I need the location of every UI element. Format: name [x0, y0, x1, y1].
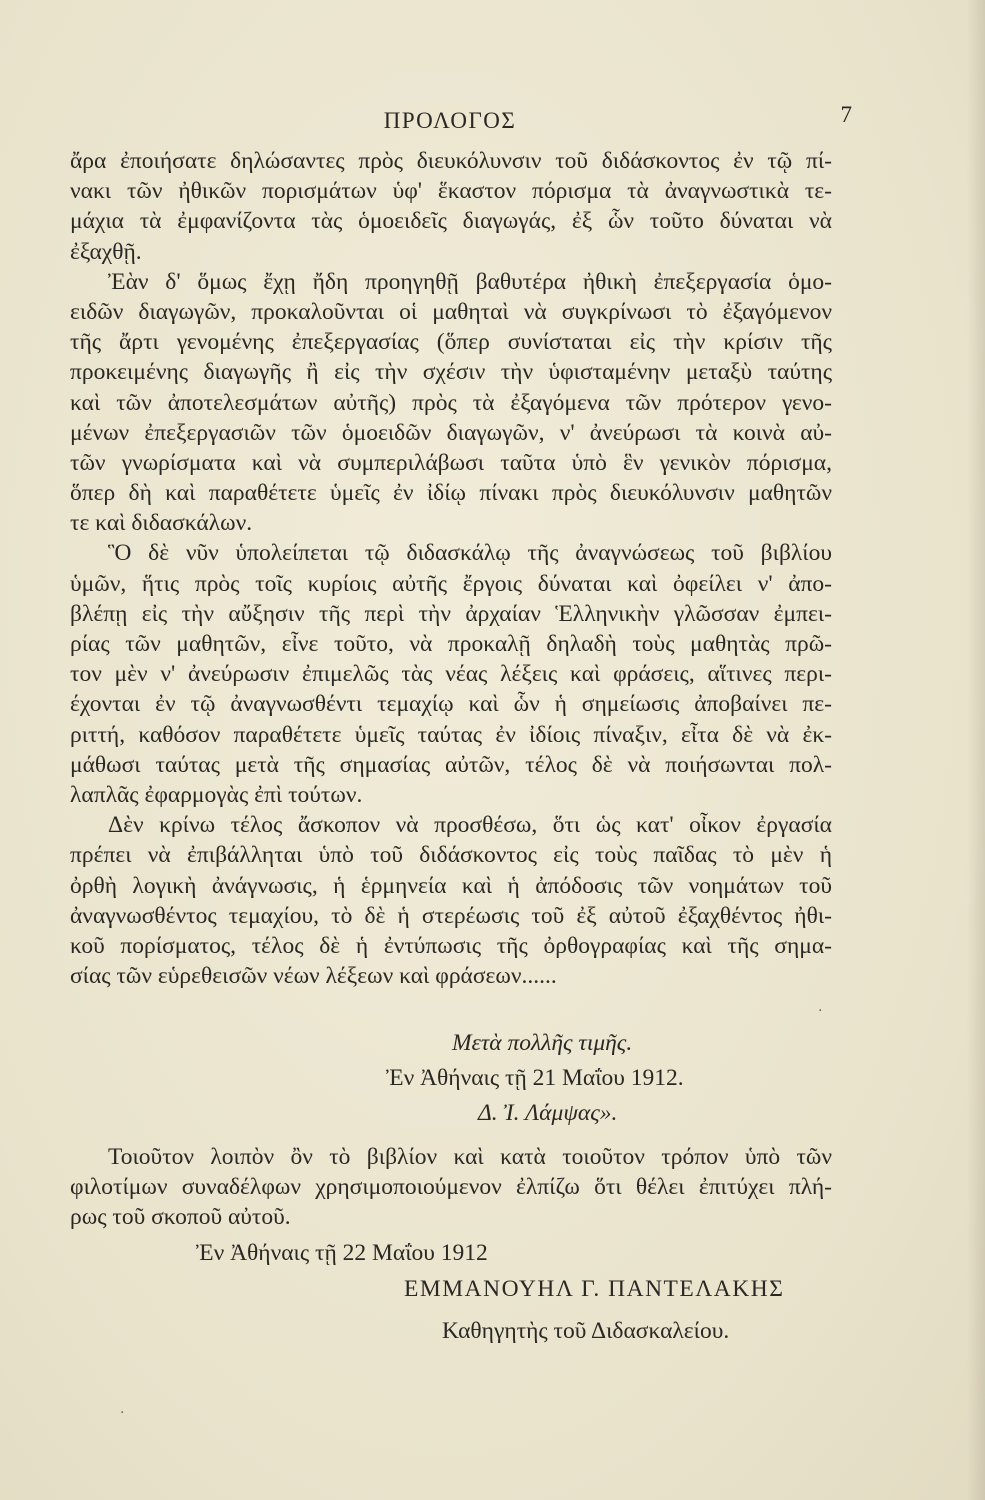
signoff-date: Ἐν Ἀθήναις τῇ 21 Μαΐου 1912. [386, 1065, 684, 1091]
text-line: μάχια τὰ ἐμφανίζοντα τὰς ὁμοειδεῖς διαγωγάς, ἐξ ὧν τοῦτο δύναται νὰ [70, 208, 832, 235]
margin-speck: · [120, 1405, 125, 1421]
text-line: ἄρα ἐποιήσατε δηλώσαντες πρὸς διευκόλυνσιν τοῦ διδάσκοντος ἐν τῷ πί- [70, 148, 832, 174]
text-line: ἀναγνωσθέντος τεμαχίου, τὸ δὲ ἡ στερέωσις τοῦ ἐξ αὐτοῦ ἐξαχθέντος ἠθι- [70, 902, 832, 929]
closing-paragraph [70, 1142, 832, 1233]
author-name: ΕΜΜΑΝΟΥΗΛ Γ. ΠΑΝΤΕΛΑΚΗΣ [404, 1276, 785, 1302]
text-line: σίας τῶν εὑρεθεισῶν νέων λέξεων καὶ φράσεων...... [70, 963, 557, 990]
page-number: 7 [840, 102, 852, 127]
text-line: νακι τῶν ἠθικῶν πορισμάτων ὑφ' ἕκαστον πόρισμα τὰ ἀναγνωστικὰ τε- [70, 178, 832, 205]
page-header [70, 102, 852, 142]
margin-speck: · [818, 1003, 823, 1019]
text-line: λαπλᾶς ἐφαρμογὰς ἐπὶ τούτων. [70, 781, 363, 808]
paragraph-start-line: Ἐὰν δ' ὅμως ἔχῃ ἤδη προηγηθῇ βαθυτέρα ἠθικὴ ἐπεξεργασία ὁμο- [108, 268, 832, 295]
text-line: ρως τοῦ σκοποῦ αὐτοῦ. [70, 1204, 291, 1231]
paragraph-start-line: Τοιοῦτον λοιπὸν ὂν τὸ βιβλίον καὶ κατὰ τοιοῦτον τρόπον ὑπὸ τῶν [108, 1144, 832, 1170]
author-date: Ἐν Ἀθήναις τῇ 22 Μαΐου 1912 [196, 1240, 488, 1266]
text-line: κοῦ πορίσματος, τέλος δὲ ἡ ἐντύπωσις τῆς ὀρθογραφίας καὶ τῆς σημα- [70, 932, 832, 959]
text-line: ειδῶν διαγωγῶν, προκαλοῦνται οἱ μαθηταὶ νὰ συγκρίνωσι τὸ ἐξαγόμενον [70, 298, 832, 325]
text-line: τῶν γνωρίσματα καὶ νὰ συμπεριλάβωσι ταῦτα ὑπὸ ἓν γενικὸν πόρισμα, [70, 449, 832, 476]
signoff-greeting: Μετὰ πολλῆς τιμῆς. [452, 1030, 633, 1056]
author-title: Καθηγητὴς τοῦ Διδασκαλείου. [442, 1318, 730, 1344]
paragraph-start-line: Δὲν κρίνω τέλος ἄσκοπον νὰ προσθέσω, ὅτι ὡς κατ' οἶκον ἐργασία [108, 812, 832, 839]
text-line: ἐξαχθῇ. [70, 238, 142, 265]
body-text [70, 146, 832, 991]
text-line: πρέπει νὰ ἐπιβάλληται ὑπὸ τοῦ διδάσκοντος εἰς τοὺς παῖδας τὸ μὲν ἡ [70, 842, 832, 869]
text-line: μάθωσι ταύτας μετὰ τῆς σημασίας αὐτῶν, τέλος δὲ νὰ ποιήσωνται πολ- [70, 751, 832, 778]
page-edge-shadow [967, 0, 985, 1500]
text-line: βλέπῃ εἰς τὴν αὔξησιν τῆς περὶ τὴν ἀρχαίαν Ἑλληνικὴν γλῶσσαν ἐμπει- [70, 600, 832, 627]
text-line: μένων ἐπεξεργασιῶν τῶν ὁμοειδῶν διαγωγῶν, ν' ἀνεύρωσι τὰ κοινὰ αὐ- [70, 419, 832, 446]
text-line: ρίας τῶν μαθητῶν, εἶνε τοῦτο, νὰ προκαλῇ δηλαδὴ τοὺς μαθητὰς πρῶ- [70, 631, 832, 657]
text-line: ὅπερ δὴ καὶ παραθέτετε ὑμεῖς ἐν ἰδίῳ πίνακι πρὸς διευκόλυνσιν μαθητῶν [70, 480, 832, 507]
text-line: προκειμένης διαγωγῆς ἢ εἰς τὴν σχέσιν τὴν ὑφισταμένην μεταξὺ ταύτης [70, 359, 832, 386]
text-line: τε καὶ διδασκάλων. [70, 510, 253, 537]
text-line: ὀρθὴ λογικὴ ἀνάγνωσις, ἡ ἑρμηνεία καὶ ἡ ἀπόδοσις τῶν νοημάτων τοῦ [70, 872, 832, 899]
signoff-signature: Δ. Ἰ. Λάμψας». [478, 1100, 618, 1126]
text-line: τῆς ἄρτι γενομένης ἐπεξεργασίας (ὅπερ συνίσταται εἰς τὴν κρίσιν τῆς [70, 329, 832, 356]
text-line: καὶ τῶν ἀποτελεσμάτων αὐτῆς) πρὸς τὰ ἐξαγόμενα τῶν πρότερον γενο- [70, 389, 832, 416]
text-line: φιλοτίμων συναδέλφων χρησιμοποιούμενον ἐλπίζω ὅτι θέλει ἐπιτύχει πλή- [70, 1174, 832, 1201]
text-line: ὑμῶν, ἥτις πρὸς τοῖς κυρίοις αὐτῆς ἔργοις δύναται καὶ ὀφείλει ν' ἀπο- [70, 570, 832, 597]
paragraph-start-line: Ὃ δὲ νῦν ὑπολείπεται τῷ διδασκάλῳ τῆς ἀναγνώσεως τοῦ βιβλίου [108, 540, 832, 567]
running-title: ΠΡΟΛΟΓΟΣ [383, 108, 517, 133]
text-line: έχονται ἐν τῷ ἀναγνωσθέντι τεμαχίῳ καὶ ὧν ἡ σημείωσις ἀποβαίνει πε- [70, 691, 832, 718]
text-line: τον μὲν ν' ἀνεύρωσιν ἐπιμελῶς τὰς νέας λέξεις καὶ φράσεις, αἵτινες περι- [70, 661, 832, 688]
text-line: ριττή, καθόσον παραθέτετε ὑμεῖς ταύτας ἐν ἰδίοις πίναξιν, εἶτα δὲ νὰ ἐκ- [70, 721, 832, 748]
letter-signoff [70, 1030, 832, 1140]
